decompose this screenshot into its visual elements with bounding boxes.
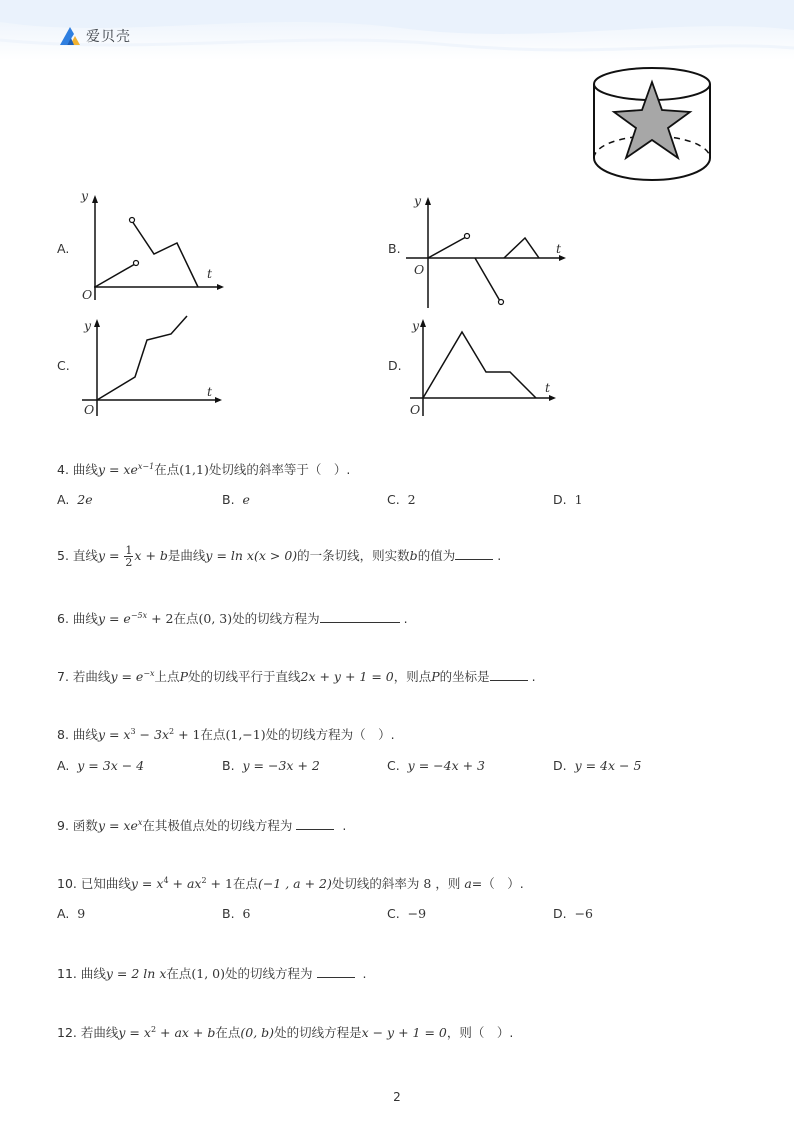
q8-option-b: B. y = −3x + 2 — [222, 758, 320, 773]
q10-option-d: D. −6 — [553, 906, 593, 921]
q10-option-b: B. 6 — [222, 906, 251, 921]
graph-c — [74, 312, 234, 422]
graph-b-t-label: t — [556, 241, 562, 256]
q8-option-d: D. y = 4x − 5 — [553, 758, 642, 773]
graph-c-label: C. — [57, 358, 70, 373]
graph-d-label: D. — [388, 358, 402, 373]
graph-c-y-label: y — [84, 318, 92, 333]
star-cylinder-figure — [588, 62, 718, 186]
q4-option-a: A. 2e — [57, 492, 93, 507]
question-10: 10. 已知曲线$y = x^4 + ax^2 + 1$在点(−1 , a + 2)处切线的斜率为 8 ，则 a=（ ）. — [57, 875, 524, 891]
graph-b-label: B. — [388, 241, 401, 256]
graph-b — [400, 190, 572, 312]
question-5: 5. 直线y = $\frac{1}{2}$ x + b是曲线y = ln x(x > 0)的一条切线，则实数b的值为 . — [57, 544, 502, 569]
graph-d-t-label: t — [545, 380, 551, 395]
q6-answer-blank[interactable] — [320, 610, 400, 623]
graph-c-origin-label: O — [84, 402, 95, 417]
brand-logo-icon — [58, 26, 82, 46]
q11-answer-blank[interactable] — [317, 965, 355, 978]
question-11: 11. 曲线y = 2 ln x在点(1, 0)处的切线方程为 . — [57, 966, 367, 981]
graph-c-t-label: t — [207, 384, 213, 399]
q9-answer-blank[interactable] — [296, 817, 334, 830]
question-7: 7. 若曲线$y = e^{-x}$上点P处的切线平行于直线2x + y + 1 = 0，则点P的坐标是 . — [57, 668, 536, 684]
graph-a-label: A. — [57, 241, 70, 256]
brand — [58, 26, 131, 46]
graph-d — [402, 312, 564, 422]
page-number: 2 — [393, 1090, 401, 1104]
graph-a-y-label: y — [81, 188, 89, 203]
graph-d-y-label: y — [412, 318, 420, 333]
graph-a-t-label: t — [207, 266, 213, 281]
question-8: 8. 曲线$y = x^3 - 3x^2 + 1$在点(1,−1)处的切线方程为（ ）. — [57, 726, 395, 742]
graph-b-origin-label: O — [414, 262, 425, 277]
graph-d-origin-label: O — [410, 402, 421, 417]
graph-a — [74, 186, 234, 306]
graph-b-y-label: y — [414, 193, 422, 208]
question-4: 4. 曲线$y = xe^{x-1}$在点(1,1)处切线的斜率等于（ ）. — [57, 461, 351, 477]
q10-option-c: C. −9 — [387, 906, 427, 921]
q5-answer-blank[interactable] — [455, 547, 493, 560]
q4-option-d: D. 1 — [553, 492, 583, 507]
q4-option-b: B. e — [222, 492, 250, 507]
question-12: 12. 若曲线$y = x^2$ + ax + b在点(0, b)处的切线方程是x − y + 1 = 0，则（ ）. — [57, 1024, 514, 1040]
q10-option-a: A. 9 — [57, 906, 86, 921]
q8-option-c: C. y = −4x + 3 — [387, 758, 485, 773]
q8-option-a: A. y = 3x − 4 — [57, 758, 145, 773]
graph-a-origin-label: O — [82, 287, 93, 302]
question-6: 6. 曲线$y = e^{-5x} + 2$在点(0, 3)处的切线方程为 . — [57, 610, 408, 626]
brand-name: 爱贝壳 — [86, 29, 131, 45]
q4-option-c: C. 2 — [387, 492, 416, 507]
q7-answer-blank[interactable] — [490, 668, 528, 681]
question-9: 9. 函数$y = xe^x$在其极值点处的切线方程为 . — [57, 817, 347, 833]
